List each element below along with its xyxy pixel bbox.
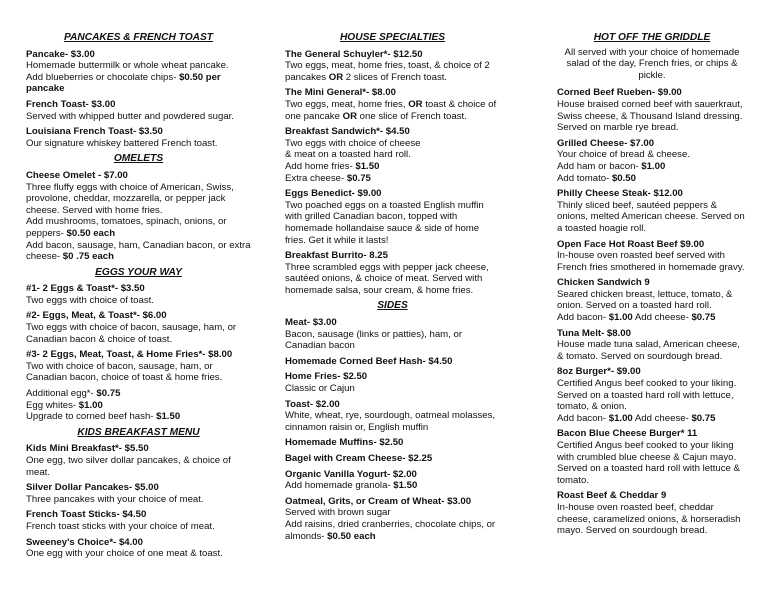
menu-item-name: Meat [285,317,307,329]
menu-item-price: - $5.50 [118,443,149,455]
menu-item-price: - $5.00 [128,482,159,494]
menu-item-price: - $3.00 [64,48,95,60]
menu-item-name: Breakfast Sandwich* [285,126,380,138]
menu-item [26,509,251,532]
menu-item-description: Two eggs, meat, home fries, toast, & choice of 2 pancakes OR 2 slices of French toast. [285,60,490,83]
menu-item [285,250,500,296]
menu-item-price: - $2.50 [337,371,368,383]
menu-item-price: - $6.00 [136,310,167,322]
menu-item-name: French Toast Sticks [26,509,117,521]
section-title: EGGS YOUR WAY [95,266,182,278]
desc-price: $0.75 [691,412,716,424]
desc-price: $1.50 [393,480,418,492]
menu-item [285,87,500,122]
menu-item-description: Add bacon- $1.00 Add cheese- $0.75 [557,412,716,424]
menu-item-heading [285,87,500,99]
menu-item-heading [285,356,500,368]
menu-item-heading [26,170,251,182]
menu-item [26,443,251,478]
menu-item-description: Add blueberries or chocolate chips- $0.50 per pancake [26,71,221,95]
menu-item-name: #2- Eggs, Meat, & Toast* [26,310,137,322]
menu-item-description: Homemade buttermilk or whole wheat pancake. [26,60,229,72]
menu-item [26,388,251,423]
menu-item-description: Upgrade to corned beef hash- $1.50 [26,411,181,423]
menu-item-price: 9 [658,490,667,502]
menu-item [285,469,500,492]
menu-item-description: Served on a toasted hard roll with lettuce, tomato, & onion. [557,389,734,413]
menu-item-name: Toast [285,398,310,410]
menu-item-description: One egg, two silver dollar pancakes, & choice of meat. [26,455,231,478]
desc-price: $1.00 [608,312,633,324]
menu-item-description: Two eggs, meat, home fries, OR toast & choice of one pancake OR one slice of French toast. [285,98,497,122]
menu-item [26,99,251,122]
desc-price: OR [342,110,357,122]
menu-item-description: Add home fries- $1.50 [285,160,380,172]
menu-item-price: 11 [684,428,698,440]
menu-item [26,49,251,95]
menu-item-heading [285,49,500,61]
menu-item-price: - 8.25 [363,250,388,262]
menu-item-description: Add bacon, sausage, ham, Canadian bacon, or extra cheese- $0 .75 each [26,239,251,263]
menu-item-name: Bacon Blue Cheese Burger* [557,428,685,440]
section-omelets [26,153,251,262]
menu-item-description: Egg whites- $1.00 [26,399,103,411]
menu-item-description: Our signature whiskey battered French toast. [26,137,218,149]
menu-item-name: Cheese Omelet [26,169,96,181]
menu-item-price: - $7.00 [95,169,128,181]
menu-item-heading [26,310,251,322]
menu-item-heading [285,317,500,329]
menu-item-price: - $12.50 [387,48,423,60]
menu-column-right [557,30,747,541]
menu-item-heading [285,453,500,465]
section-eggs-your-way [26,267,251,423]
menu-item-description: Add ham or bacon- $1.00 [557,160,666,172]
menu-item-name: Corned Beef Rueben [557,87,652,99]
menu-item-price: - $4.50 [116,509,147,521]
menu-item-heading [26,283,251,295]
desc-price: $1.00 [78,399,103,411]
menu-item [285,437,500,449]
menu-item-price: - $2.50 [373,437,404,449]
desc-price: $0.50 each [327,530,376,542]
menu-item-price: - $8.00 [601,327,631,339]
desc-price: $1.00 [641,160,666,172]
menu-item [26,283,251,306]
menu-item-description: White, wheat, rye, sourdough, oatmeal molasses, cinnamon raisin or, English muffin [285,410,496,433]
menu-item-description: In-house oven roasted beef, cheddar cheese, caramelized onions, & horseradish mayo. Served on sourdough bread. [557,501,741,537]
desc-price: $0.50 per pancake [26,71,221,95]
menu-item-description: Three scrambled eggs with pepper jack cheese, sautéed onions, & choice of meat. Served with homemade salsa, sour cream, & home fries. [285,261,489,296]
menu-item-heading [285,188,500,200]
menu-item [26,310,251,345]
section-title: HOUSE SPECIALTIES [339,32,446,43]
menu-item-name: #1- 2 Eggs & Toast* [26,283,115,295]
menu-item [26,537,251,560]
menu-item [285,371,500,394]
section-title: PANCAKES & FRENCH TOAST [63,32,214,43]
menu-item [557,87,747,133]
menu-item-description: Add tomato- $0.50 [557,172,636,184]
menu-item-price: - $9.00 [610,366,641,378]
menu-item-heading [285,399,500,411]
menu-item-price: - $2.00 [309,398,340,410]
menu-item-price: - $12.00 [647,188,683,200]
section-kids-breakfast-menu [26,427,251,560]
menu-item-heading [285,371,500,383]
menu-item-name: Philly Cheese Steak [557,188,648,200]
menu-item-description: Served with brown sugar [285,507,391,519]
menu-item-name: 8oz Burger* [557,366,611,378]
menu-item-price: - $2.25 [402,453,433,464]
menu-item-price: - $3.50 [114,283,145,295]
menu-item [557,277,747,323]
menu-item-price: - $3.50 [132,126,163,138]
section-title: SIDES [377,300,408,312]
menu-item [557,428,747,486]
menu-item [26,482,251,505]
menu-item-name: Breakfast Burrito [285,250,364,262]
menu-item-price: - $4.50 [422,355,453,367]
desc-price: OR [408,98,423,110]
section-intro: All served with your choice of homemade salad of the day, French fries, or chips & pickle. [564,46,740,81]
menu-item-name: The Mini General* [285,87,367,99]
desc-price: $0.50 [611,172,636,184]
menu-item-heading [557,277,747,289]
menu-item-name: Oatmeal, Grits, or Cream of Wheat [285,495,442,507]
menu-item-name: Homemade Corned Beef Hash [285,355,423,367]
menu-item [285,188,500,246]
menu-item-name: Louisiana French Toast [26,126,133,138]
menu-item-price: - $8.00 [202,349,233,361]
menu-item-description: Bacon, sausage (links or patties), ham, or Canadian bacon [285,328,463,352]
menu-item [285,399,500,434]
desc-price: $0.75 [96,388,121,400]
menu-item [285,317,500,352]
menu-item-description: Served with whipped butter and powdered sugar. [26,110,234,122]
menu-item-heading [557,188,747,200]
menu-item-description: In-house oven roasted beef served with French fries smothered in homemade gravy. [557,250,745,273]
menu-item-heading [26,537,251,549]
menu-item-price: - $4.50 [379,126,410,138]
menu-item [26,170,251,263]
menu-item-heading [26,443,251,455]
menu-item-price: - $3.00 [441,495,472,507]
menu-item-name: Tuna Melt [557,327,602,339]
menu-item-description: House made tuna salad, American cheese, & tomato. Served on sourdough bread. [557,339,740,362]
desc-price: $0 .75 each [62,251,115,263]
menu-item-description: Three pancakes with your choice of meat. [26,493,204,505]
menu-item [26,126,251,149]
menu-item-description: One egg with your choice of one meat & toast. [26,548,223,560]
menu-column-left [26,30,251,564]
desc-price: $0.50 each [66,227,116,239]
menu-item-name: Sweeney's Choice* [26,536,114,548]
menu-item-description: Certified Angus beef cooked to your liking. [557,378,737,390]
menu-item-heading [557,428,747,440]
menu-item-description: French toast sticks with your choice of meat. [26,520,215,532]
menu-item-name: French Toast [26,98,86,110]
menu-item [285,453,500,465]
menu-item-heading [285,126,500,138]
menu-item-price: - $7.00 [624,137,655,149]
menu-item-heading [557,138,747,150]
menu-item-price: 9 [641,277,650,289]
menu-item-name: Homemade Muffins [285,437,374,449]
menu-item-price: - $9.00 [651,87,682,99]
menu-item-heading [557,366,747,378]
menu-item-name: #3- 2 Eggs, Meat, Toast, & Home Fries* [26,349,203,361]
menu-item-heading [26,349,251,361]
menu-item-heading [557,239,747,251]
section-house-specialties [285,32,500,296]
menu-item-heading [285,469,500,481]
desc-price: $0.75 [691,312,716,324]
menu-item-name: Eggs Benedict [285,188,352,200]
menu-item-name: Grilled Cheese [557,137,625,149]
menu-item-name: Kids Mini Breakfast* [26,443,119,455]
menu-item-description: Seared chicken breast, lettuce, tomato, & onion. Served on a toasted hard roll. [557,288,733,312]
menu-item-description: Add raisins, dried cranberries, chocolate chips, or almonds- $0.50 each [285,518,496,542]
menu-item-heading [557,490,747,502]
menu-item-heading [26,49,251,61]
menu-item-name: Roast Beef & Cheddar [557,490,659,502]
menu-item-heading [557,328,747,340]
section-sides [285,300,500,542]
menu-item-description: Classic or Cajun [285,383,355,395]
menu-item [285,496,500,542]
section-pancakes-french-toast [26,32,251,149]
menu-column-middle [285,30,500,546]
section-hot-off-the-griddle [557,32,747,537]
menu-item [557,188,747,234]
desc-price: $1.50 [156,411,181,423]
menu-item-price: - $9.00 [351,188,382,200]
menu-item-price: $9.00 [677,238,705,250]
menu-item-heading [285,250,500,262]
menu-item-price: - $2.00 [387,468,417,480]
menu-item-name: Pancake [26,48,65,60]
menu-item-name: The General Schuyler* [285,48,388,60]
menu-item-description: Three fluffy eggs with choice of American, Swiss, provolone, cheddar, mozzarella, or pepper jack cheese. Served with home fries. [26,181,234,216]
menu-item-name: Silver Dollar Pancakes [26,482,129,494]
menu-item-description: Add homemade granola- $1.50 [285,480,418,492]
menu-item-heading [557,87,747,99]
menu-item [557,366,747,424]
menu-item-description: Two poached eggs on a toasted English muffin with grilled Canadian bacon, topped with homemade hollandaise sauce & side of home fries. Get it while it lasts! [285,199,484,246]
menu-item-description: Additional egg*- $0.75 [26,388,121,400]
menu-item-description: & meat on a toasted hard roll. [285,149,411,161]
menu-item-description: Certified Angus beef cooked to your liking with crumbled blue cheese & Cajun mayo. Served on a toasted hard roll with lettuce & tomato. [557,440,740,486]
menu-item-name: Organic Vanilla Yogurt [285,468,388,480]
menu-item-heading [26,99,251,111]
menu-item-description: Two eggs with choice of bacon, sausage, ham, or Canadian bacon & choice of toast. [26,322,237,345]
menu-item-price: - $3.00 [306,317,337,329]
menu-item-description: Two with choice of bacon, sausage, ham, or Canadian bacon, choice of toast & home fries. [26,360,223,384]
menu-item-heading [285,437,500,449]
menu-item-description: Two eggs with choice of toast. [26,294,154,306]
menu-item [557,490,747,536]
menu-item [285,49,500,84]
menu-item-price: - $4.00 [113,536,143,548]
menu-item-description: Two eggs with choice of cheese [285,137,421,149]
menu-item [557,138,747,184]
menu-item-heading [26,509,251,521]
menu-item [557,239,747,274]
menu-item-name: Chicken Sandwich [557,277,642,289]
menu-item-description: Your choice of bread & cheese. [557,149,690,161]
menu-item-price: - $8.00 [366,87,396,99]
menu-item-description: Add mushrooms, tomatoes, spinach, onions, or peppers- $0.50 each [26,216,227,239]
menu-item-name: Open Face Hot Roast Beef [557,238,678,250]
menu-item-description: Extra cheese- $0.75 [285,172,371,184]
desc-price: $1.00 [608,412,633,424]
section-title: KIDS BREAKFAST MENU [77,426,200,438]
menu-item-heading [26,482,251,494]
desc-price: $1.50 [355,160,380,172]
menu-item-heading [285,496,500,508]
menu-item-price: - $3.00 [85,98,116,110]
menu-item [557,328,747,363]
menu-item-name: Bagel with Cream Cheese [285,453,403,464]
menu-item-description: Add bacon- $1.00 Add cheese- $0.75 [557,312,716,324]
desc-price: $0.75 [346,172,371,184]
menu-item [285,126,500,184]
menu-item [26,349,251,384]
menu-item-description: Thinly sliced beef, sautéed peppers & onions, melted American cheese. Served on a toasted hoagie roll. [557,199,745,234]
section-title: OMELETS [113,153,164,165]
menu-item [285,356,500,368]
desc-price: OR [328,71,344,83]
menu-item-description: House braised corned beef with sauerkraut, Swiss cheese, & Thousand Island dressing. Served on marble rye bread. [557,98,743,134]
menu-item-name: Home Fries [285,371,338,383]
menu-item-heading [26,126,251,138]
section-title: HOT OFF THE GRIDDLE [593,32,711,43]
